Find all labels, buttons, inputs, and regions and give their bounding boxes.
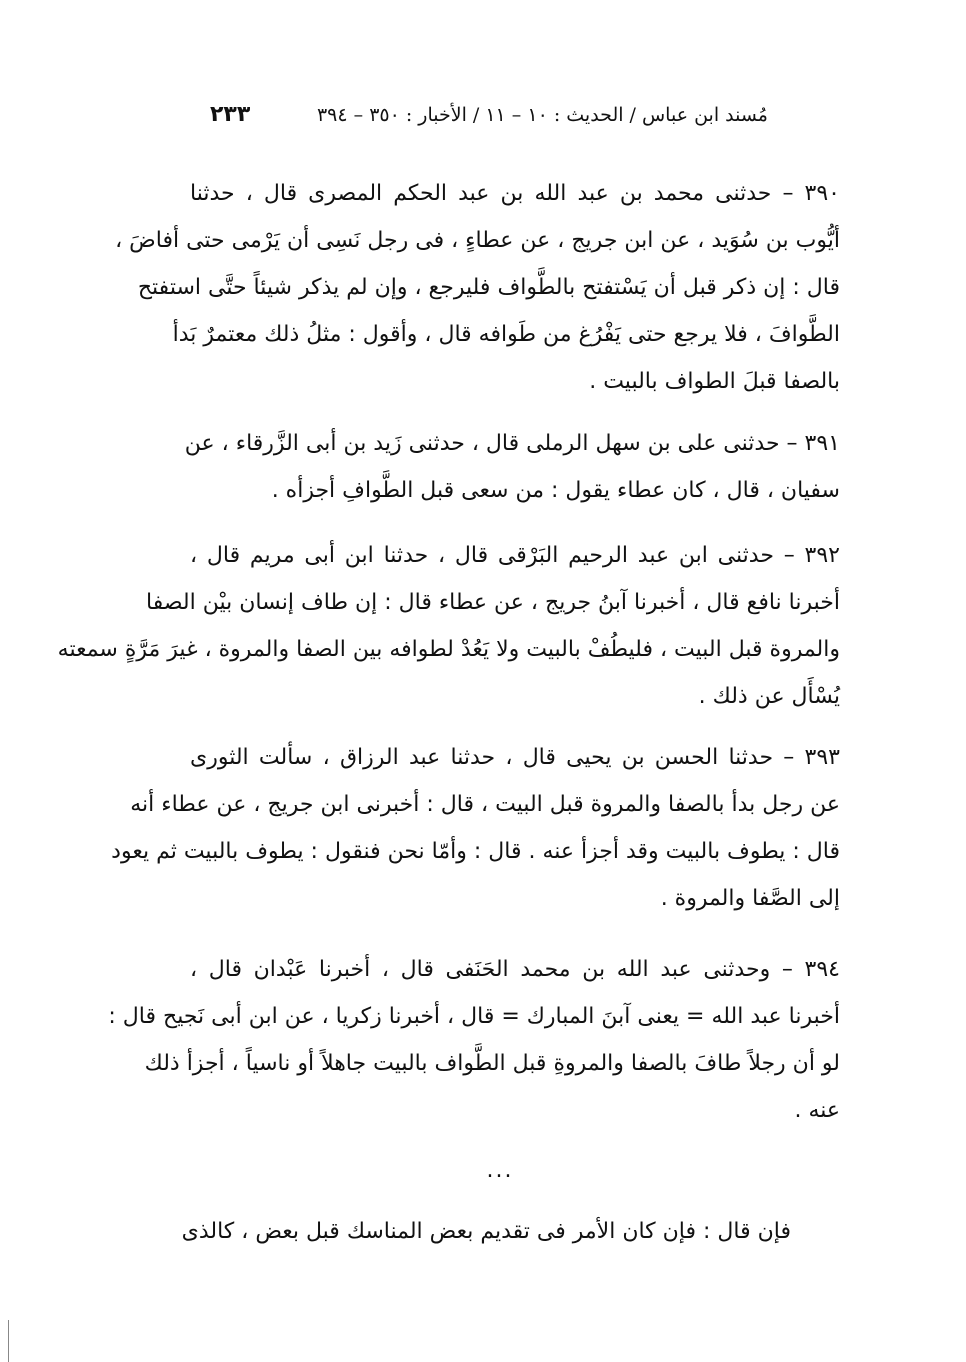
text-line: أيُّوب بن سُوَيد ، عن ابن جريج ، عن عطاءٍ ، فى رجل نَسِى أن يَرْمى حتى أفاضَ ، (115, 228, 840, 253)
text-line: الطَّوافَ ، فلا يرجع حتى يَفْرُغ من طَوافه قال ، وأقول : مثلُ ذلك معتمرٌ بَدأ (172, 322, 840, 347)
text-line: إلى الصَّفا والمروة . (660, 886, 840, 911)
text-line: قال : إن ذكر قبل أن يَسْتفتح بالطَّواف فليرجع ، وإن لم يذكر شيئاً حتَّى استفتح (137, 275, 840, 300)
text-line: يُسْأَل عن ذلك . (698, 684, 840, 709)
section-separator: ... (486, 1158, 514, 1183)
running-header: مُسند ابن عباس / الحديث : ١٠ – ١١ / الأخبار : ٣٥٠ – ٣٩٤ (316, 104, 768, 126)
hadith-393 (111, 734, 840, 922)
hadith-391 (184, 420, 840, 514)
text-line: لو أن رجلاً طافَ بالصفا والمروةِ قبل الطَّواف بالبيت جاهلاً أو ناسياً ، أجزأ ذلك (144, 1051, 840, 1076)
text-line: عن رجل بدأ بالصفا والمروة قبل البيت ، قال : أخبرنى ابن جريج ، عن عطاء أنه (130, 792, 840, 817)
text-line: قال : يطوف بالبيت وقد أجزأ عنه . قال : وأمّا نحن فنقول : يطوف بالبيت ثم يعود (111, 839, 840, 864)
text-line: ٣٩٢ – حدثنى ابن عبد الرحيم البَرْقى قال ، حدثنا ابن أبى مريم قال ، (190, 543, 840, 568)
text-line: أخبرنا عبد الله = يعنى آبنَ المبارك = قال ، أخبرنا زكريا ، عن ابن أبى نَجيح قال : (108, 1004, 840, 1029)
closing-line: فإن قال : فإن كان الأمر فى تقديم بعض المناسك قبل بعض ، كالذى (181, 1219, 791, 1244)
page-number: ٢٣٣ (210, 102, 251, 127)
text-line: ٣٩١ – حدثنى على بن سهل الرملى قال ، حدثنى زَيد بن أبى الزَّرقاء ، عن (184, 431, 840, 456)
page-edge-mark (8, 1320, 9, 1362)
text-line: ٣٩٣ – حدثنا الحسن بن يحيى قال ، حدثنا عبد الرزاق ، سألت الثورى (190, 745, 840, 770)
hadith-392 (57, 532, 840, 720)
text-line: ٣٩٤ – وحدثنى عبد الله بن محمد الحَنَفى قال ، أخبرنا عَبْدان قال ، (190, 957, 840, 982)
text-line: سفيان ، قال ، كان عطاء يقول : من سعى قبل الطَّوافِ أجزأه . (271, 478, 840, 503)
text-line: أخبرنا نافع قال ، أخبرنا آبنُ جريج ، عن عطاء قال : إن طاف إنسان بيْن الصفا (146, 590, 840, 615)
hadith-394 (108, 946, 840, 1134)
text-line: بالصفا قبلَ الطواف بالبيت . (589, 369, 840, 394)
hadith-390 (115, 170, 840, 405)
text-line: ٣٩٠ – حدثنى محمد بن عبد الله بن عبد الحكم المصرى قال ، حدثنا (190, 181, 840, 206)
text-line: عنه . (794, 1098, 840, 1123)
text-line: والمروة قبل البيت ، فليطُفْ بالبيت ولا يَعُدْ لطوافه بين الصفا والمروة ، غيرَ مَرَّةٍ سمعته (57, 637, 840, 662)
